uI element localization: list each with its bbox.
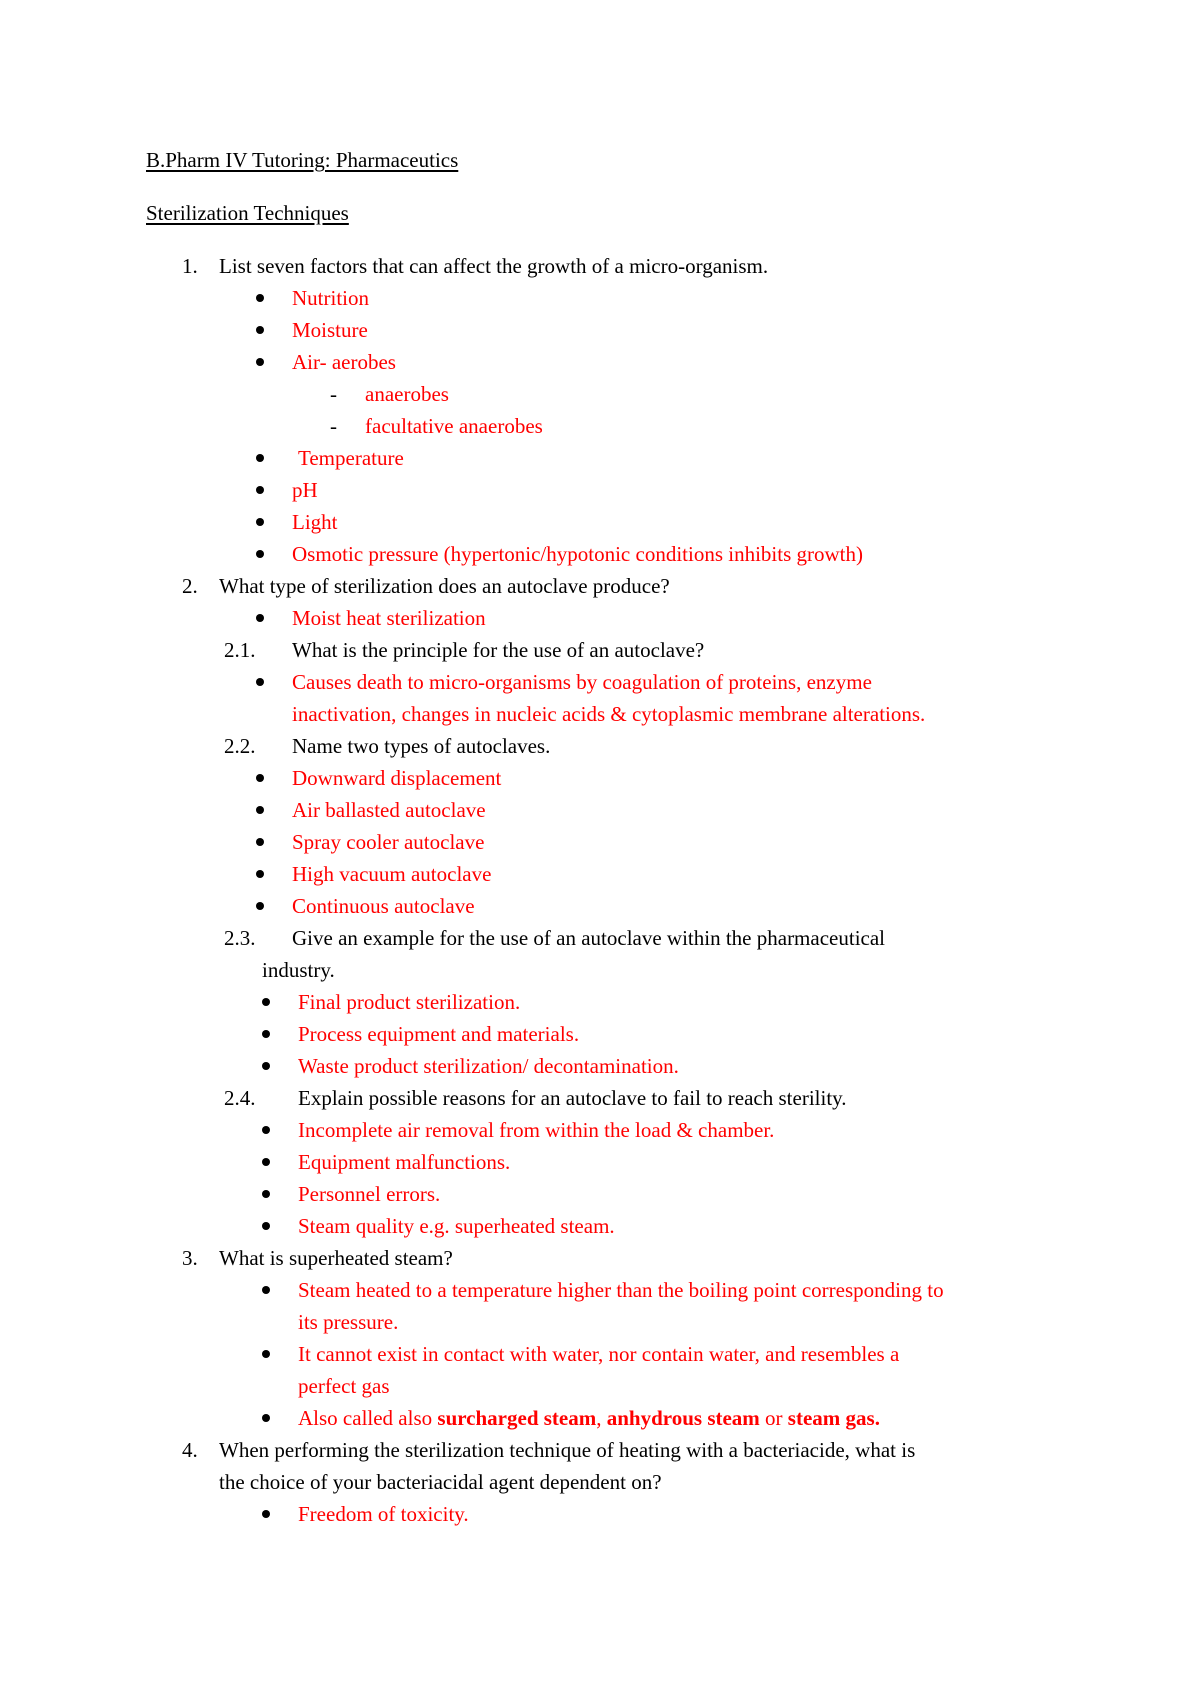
bullet-icon <box>262 1222 270 1230</box>
q1-answer-temperature: Temperature <box>298 446 404 470</box>
q4-text-line2: the choice of your bacteriacidal agent dependent on? <box>219 1470 662 1494</box>
q2-1-text: What is the principle for the use of an autoclave? <box>292 638 705 662</box>
q2-4-answer-steam-quality: Steam quality e.g. superheated steam. <box>298 1214 615 1238</box>
bullet-icon <box>256 902 264 910</box>
q2-4-answer-personnel: Personnel errors. <box>298 1182 441 1206</box>
q2-4-text: Explain possible reasons for an autoclave to fail to reach sterility. <box>298 1086 847 1110</box>
q3-text: What is superheated steam? <box>219 1246 453 1270</box>
bullet-icon <box>256 550 264 558</box>
bullet-icon <box>262 1190 270 1198</box>
q1-sub-anaerobes: anaerobes <box>365 382 449 406</box>
q2-4-answer-equipment: Equipment malfunctions. <box>298 1150 511 1174</box>
bullet-icon <box>256 806 264 814</box>
bullet-icon <box>256 454 264 462</box>
q1-answer-osmotic: Osmotic pressure (hypertonic/hypotonic conditions inhibits growth) <box>292 542 863 566</box>
bullet-icon <box>256 518 264 526</box>
bullet-icon <box>262 1126 270 1134</box>
q2-1-number: 2.1. <box>224 638 256 662</box>
q3-answer2-line1: It cannot exist in contact with water, nor contain water, and resembles a <box>298 1342 900 1366</box>
q2-2-answer-downward: Downward displacement <box>292 766 502 790</box>
q1-answer-moisture: Moisture <box>292 318 368 342</box>
bullet-icon <box>262 1350 270 1358</box>
bullet-icon <box>256 486 264 494</box>
bullet-icon <box>262 1414 270 1422</box>
bullet-icon <box>262 1286 270 1294</box>
dash-marker: - <box>330 414 337 438</box>
q2-3-number: 2.3. <box>224 926 256 950</box>
q3-answer3-prefix: Also called also <box>298 1406 438 1430</box>
q3-number: 3. <box>182 1246 198 1270</box>
q2-number: 2. <box>182 574 198 598</box>
bullet-icon <box>256 326 264 334</box>
q3-answer3-sep1: , <box>596 1406 607 1430</box>
q1-answer-air: Air- aerobes <box>292 350 396 374</box>
q1-sub-facultative: facultative anaerobes <box>365 414 543 438</box>
bullet-icon <box>262 1030 270 1038</box>
bullet-icon <box>262 1510 270 1518</box>
document-title: B.Pharm IV Tutoring: Pharmaceutics <box>146 148 459 172</box>
q2-2-answer-high-vacuum: High vacuum autoclave <box>292 862 492 886</box>
q3-answer3-term3: steam gas. <box>787 1406 880 1430</box>
q2-2-answer-spray-cooler: Spray cooler autoclave <box>292 830 485 854</box>
bullet-icon <box>256 870 264 878</box>
bullet-icon <box>256 838 264 846</box>
q4-answer: Freedom of toxicity. <box>298 1502 469 1526</box>
q1-answer-nutrition: Nutrition <box>292 286 369 310</box>
q2-2-answer-air-ballasted: Air ballasted autoclave <box>292 798 486 822</box>
bullet-icon <box>262 1158 270 1166</box>
q2-3-answer-final: Final product sterilization. <box>298 990 521 1014</box>
q4-text-line1: When performing the sterilization technique of heating with a bacteriacide, what is <box>219 1438 916 1462</box>
q3-answer1-line2: its pressure. <box>298 1310 399 1334</box>
q2-3-answer-waste: Waste product sterilization/ decontamination. <box>298 1054 679 1078</box>
q2-3-answer-process: Process equipment and materials. <box>298 1022 580 1046</box>
q2-1-answer-line2: inactivation, changes in nucleic acids & cytoplasmic membrane alterations. <box>292 702 926 726</box>
dash-marker: - <box>330 382 337 406</box>
q2-text: What type of sterilization does an autoclave produce? <box>219 574 670 598</box>
q3-answer1-line1: Steam heated to a temperature higher than the boiling point corresponding to <box>298 1278 944 1302</box>
q1-number: 1. <box>182 254 198 278</box>
q2-2-text: Name two types of autoclaves. <box>292 734 551 758</box>
q2-2-number: 2.2. <box>224 734 256 758</box>
q4-number: 4. <box>182 1438 198 1462</box>
section-title: Sterilization Techniques <box>146 201 349 225</box>
q2-3-text-line2: industry. <box>262 958 335 982</box>
bullet-icon <box>256 678 264 686</box>
q1-answer-ph: pH <box>292 478 318 502</box>
bullet-icon <box>256 358 264 366</box>
q1-text: List seven factors that can affect the growth of a micro-organism. <box>219 254 769 278</box>
q3-answer3 <box>298 1408 880 1429</box>
q2-1-answer-line1: Causes death to micro-organisms by coagulation of proteins, enzyme <box>292 670 872 694</box>
q3-answer3-term1: surcharged steam <box>437 1406 597 1430</box>
q3-answer3-term2: anhydrous steam <box>606 1406 760 1430</box>
q2-4-answer-air-removal: Incomplete air removal from within the load & chamber. <box>298 1118 775 1142</box>
bullet-icon <box>256 294 264 302</box>
q1-answer-light: Light <box>292 510 338 534</box>
q2-4-number: 2.4. <box>224 1086 256 1110</box>
bullet-icon <box>262 1062 270 1070</box>
bullet-icon <box>256 614 264 622</box>
bullet-icon <box>256 774 264 782</box>
q2-3-text-line1: Give an example for the use of an autoclave within the pharmaceutical <box>292 926 886 950</box>
q2-2-answer-continuous: Continuous autoclave <box>292 894 475 918</box>
bullet-icon <box>262 998 270 1006</box>
q3-answer2-line2: perfect gas <box>298 1374 390 1398</box>
q2-answer: Moist heat sterilization <box>292 606 486 630</box>
q3-answer3-sep2: or <box>759 1406 788 1430</box>
